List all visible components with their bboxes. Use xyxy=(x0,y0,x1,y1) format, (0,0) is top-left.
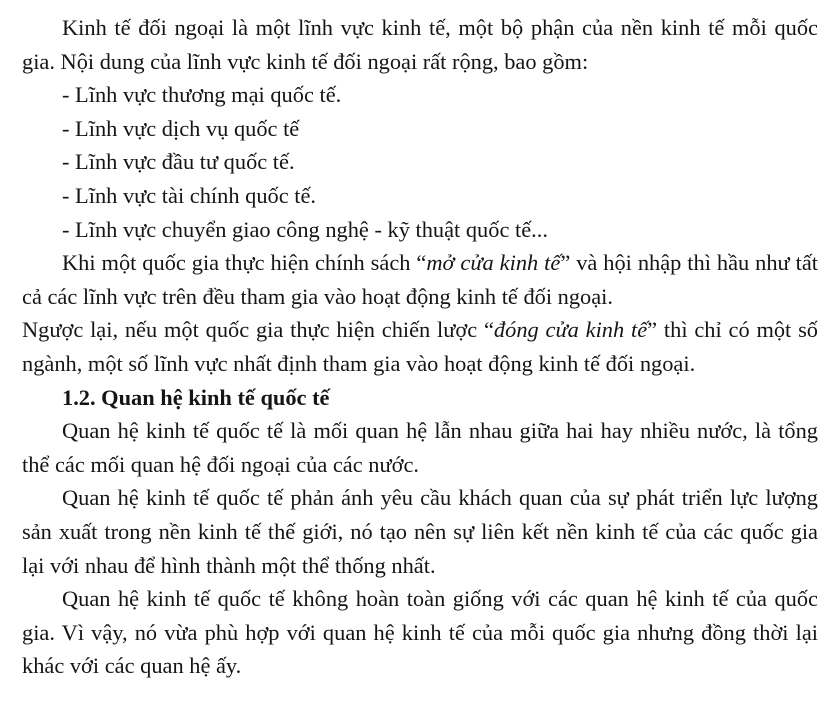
list-item: - Lĩnh vực đầu tư quốc tế. xyxy=(62,149,295,175)
open-economy-paragraph xyxy=(22,246,818,313)
list-item: - Lĩnh vực dịch vụ quốc tế xyxy=(62,115,300,141)
economic-fields-list xyxy=(22,78,818,246)
closed-economy-text-before: Ngược lại, nếu một quốc gia thực hiện chiến lược “ xyxy=(22,317,494,343)
closed-economy-text-after: ” thì chỉ có một số ngành, một số lĩnh vực nhất định tham gia vào hoạt động kinh tế đối ngoại. xyxy=(22,317,818,376)
section-paragraph: Quan hệ kinh tế quốc tế không hoàn toàn giống với các quan hệ kinh tế của quốc gia. Vì vậy, nó vừa phù hợp với quan hệ kinh tế của mỗi quốc gia nhưng đồng thời lại khác với các quan hệ ấy. xyxy=(22,586,818,679)
open-economy-text-before: Khi một quốc gia thực hiện chính sách “ xyxy=(62,250,427,276)
section-paragraph: Quan hệ kinh tế quốc tế phản ánh yêu cầu khách quan của sự phát triển lực lượng sản xuất trong nền kinh tế thế giới, nó tạo nên sự liên kết nền kinh tế của các quốc gia lại với nhau để hình thành một thể thống nhất. xyxy=(22,485,818,578)
open-economy-emphasis: mở cửa kinh tế xyxy=(426,250,561,276)
closed-economy-emphasis: đóng cửa kinh tế xyxy=(493,317,648,343)
section-heading: 1.2. Quan hệ kinh tế quốc tế xyxy=(62,384,330,410)
list-item: - Lĩnh vực tài chính quốc tế. xyxy=(62,182,317,208)
list-item: - Lĩnh vực chuyển giao công nghệ - kỹ thuật quốc tế... xyxy=(62,216,548,242)
closed-economy-paragraph xyxy=(22,313,818,380)
open-economy-text-after: ” và hội nhập thì hầu như tất cả các lĩnh vực trên đều tham gia vào hoạt động kinh tế đối ngoại. xyxy=(22,250,818,309)
section-paragraph: Quan hệ kinh tế quốc tế là mối quan hệ lẫn nhau giữa hai hay nhiều nước, là tổng thể các mối quan hệ đối ngoại của các nước. xyxy=(22,418,818,477)
list-item: - Lĩnh vực thương mại quốc tế. xyxy=(62,82,342,108)
intro-paragraph: Kinh tế đối ngoại là một lĩnh vực kinh tế, một bộ phận của nền kinh tế mỗi quốc gia. Nội dung của lĩnh vực kinh tế đối ngoại rất rộng, bao gồm: xyxy=(22,15,818,74)
